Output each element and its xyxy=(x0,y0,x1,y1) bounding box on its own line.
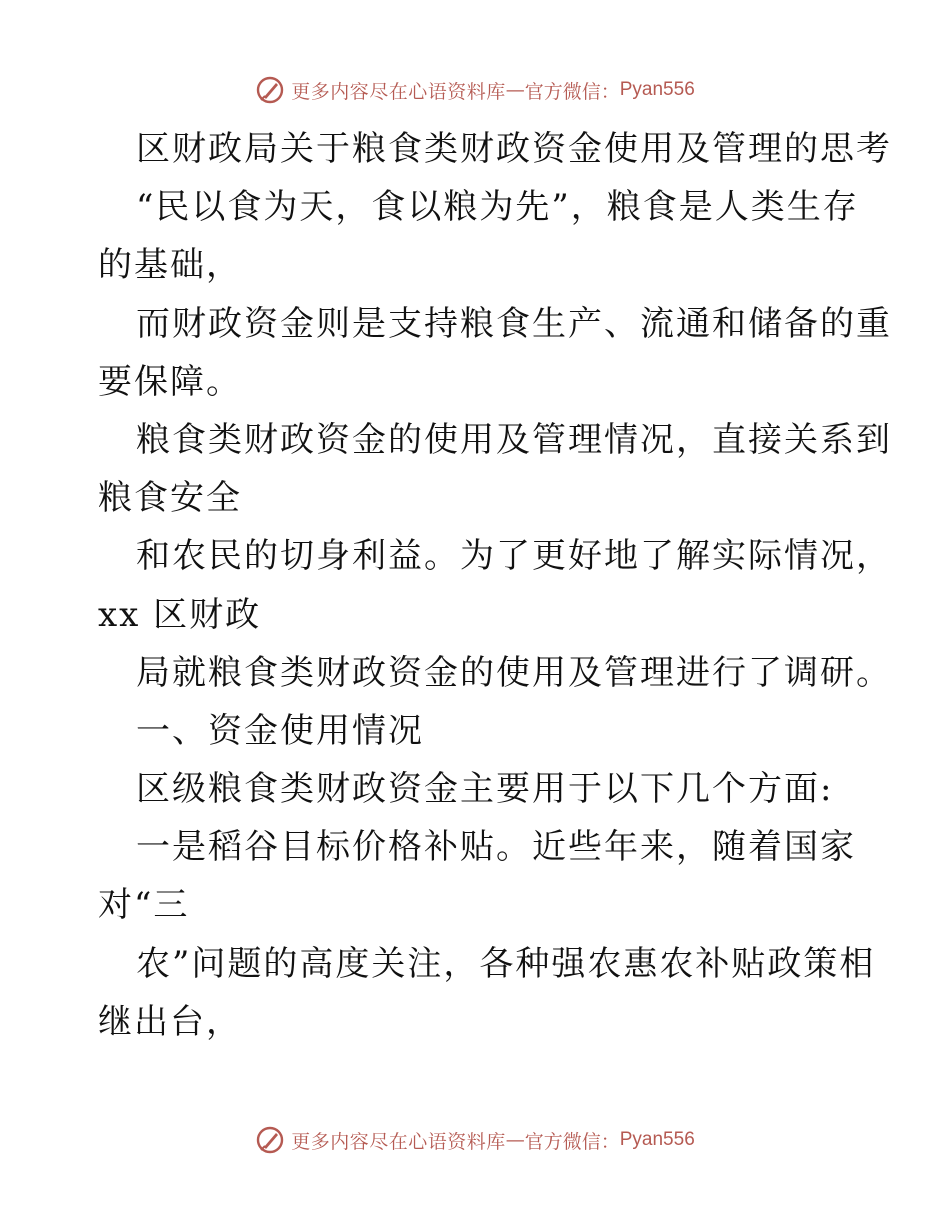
document-body xyxy=(98,120,892,1051)
text-line: 对“三 xyxy=(98,885,190,926)
text-line: 继出台， xyxy=(98,1001,242,1042)
text-line: 的基础， xyxy=(98,245,242,286)
text-line: 粮食安全 xyxy=(98,478,242,519)
document-title: 区财政局关于粮食类财政资金使用及管理的思考 xyxy=(136,129,892,169)
banner-wechat-id: Pyan556 xyxy=(619,1129,695,1150)
header-banner xyxy=(0,70,950,110)
text-line: 农”问题的高度关注，各种强农惠农补贴政策相 xyxy=(136,943,876,984)
text-line: 要保障。 xyxy=(98,361,242,402)
text-line: 粮食类财政资金的使用及管理情况，直接关系到 xyxy=(136,419,892,460)
text-line: “民以食为天，食以粮为先”，粮食是人类生存 xyxy=(136,187,859,228)
section-heading: 一、资金使用情况 xyxy=(136,710,424,751)
text-line: 和农民的切身利益。为了更好地了解实际情况， xyxy=(136,536,892,577)
banner-separator: — xyxy=(505,1129,525,1151)
quill-pen-logo-icon xyxy=(255,75,285,105)
quill-pen-logo-icon xyxy=(255,1125,285,1155)
banner-text: 更多内容尽在心语资料库 xyxy=(291,1130,506,1153)
text-line: 局就粮食类财政资金的使用及管理进行了调研。 xyxy=(136,652,892,693)
text-line: 而财政资金则是支持粮食生产、流通和储备的重 xyxy=(136,303,892,344)
text-line: 区级粮食类财政资金主要用于以下几个方面: xyxy=(136,769,834,810)
banner-text: 更多内容尽在心语资料库 xyxy=(291,80,506,103)
text-line: xx 区财政 xyxy=(98,594,262,635)
text-line: 一是稻谷目标价格补贴。近些年来，随着国家 xyxy=(136,827,856,868)
banner-wechat-label: 官方微信： xyxy=(524,80,620,103)
footer-banner xyxy=(0,1120,950,1160)
banner-wechat-id: Pyan556 xyxy=(619,79,695,100)
banner-separator: — xyxy=(505,79,525,101)
banner-wechat-label: 官方微信： xyxy=(524,1130,620,1153)
